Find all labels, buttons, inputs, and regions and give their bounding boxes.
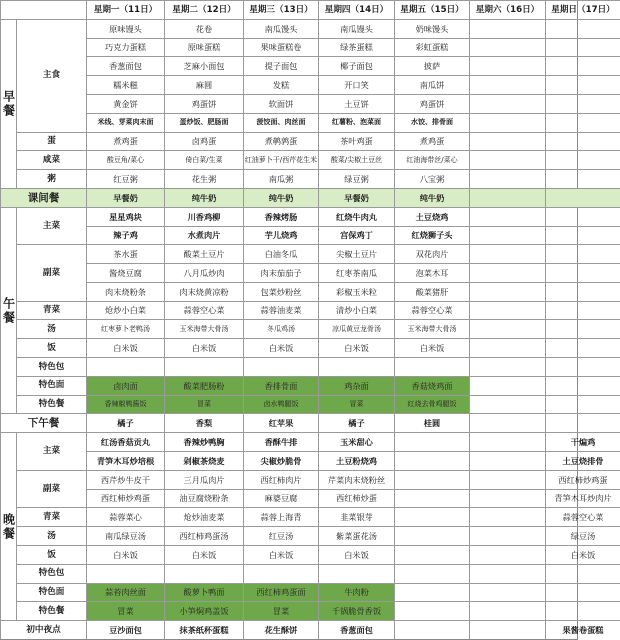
menu-item: 辣子鸡: [86, 226, 164, 245]
menu-item: [394, 620, 469, 639]
menu-item: 尖椒炒脆骨: [243, 451, 318, 470]
menu-item: 八宝粥: [394, 169, 469, 188]
menu-item: 蒜蓉空心菜: [164, 301, 243, 320]
menu-item: 茶叶鸡蛋: [318, 132, 394, 151]
menu-item: [469, 244, 545, 263]
menu-item: 红豆汤: [243, 526, 318, 545]
menu-item: 酸菜猪肝: [394, 282, 469, 301]
menu-item: [545, 263, 620, 282]
menu-item: [545, 301, 620, 320]
menu-item: [545, 319, 620, 338]
menu-item: 红油萝卜干/西芹花生米: [243, 150, 318, 169]
menu-item: 酸萝卜鸭面: [164, 583, 243, 602]
menu-item: [545, 226, 620, 245]
menu-item: [469, 301, 545, 320]
menu-item: [318, 564, 394, 583]
menu-item: [545, 376, 620, 395]
menu-item: 川香鸡柳: [164, 207, 243, 226]
menu-item: 南瓜馒头: [243, 19, 318, 38]
menu-item: [469, 113, 545, 132]
menu-item: [545, 132, 620, 151]
menu-item: [469, 507, 545, 526]
cat-soup-dinner: 汤: [16, 526, 86, 545]
menu-item: 尖椒土豆片: [318, 244, 394, 263]
menu-item: 菠饺面、肉丝面: [243, 113, 318, 132]
cat-special-noodle: 特色面: [16, 376, 86, 395]
menu-item: [545, 282, 620, 301]
menu-item: 芹菜肉末烧粉丝: [318, 470, 394, 489]
menu-item: 南瓜绿豆汤: [86, 526, 164, 545]
menu-item: 煮鹌鹑蛋: [243, 132, 318, 151]
menu-item: 原味蛋糕: [164, 38, 243, 57]
menu-item: [469, 357, 545, 376]
menu-item: 原味馒头: [86, 19, 164, 38]
menu-item: 星星鸡块: [86, 207, 164, 226]
meal-afternoon: 下午餐: [0, 413, 86, 432]
menu-item: [469, 38, 545, 57]
menu-item: 果酱卷蛋糕: [545, 620, 620, 639]
menu-item: [394, 507, 469, 526]
menu-item: 青笋木耳炒肉片: [545, 489, 620, 508]
menu-item: [469, 19, 545, 38]
menu-item: 蒜蓉油麦菜: [243, 301, 318, 320]
menu-item: 香辣烤肠: [243, 207, 318, 226]
menu-item: [545, 56, 620, 75]
menu-item: 卤鸡蛋: [164, 132, 243, 151]
menu-item: [394, 470, 469, 489]
header-day-4: 星期四（14日）: [318, 0, 394, 19]
menu-item: 香辣椒鸭酱饭: [86, 395, 164, 414]
menu-item: 红豆粥: [86, 169, 164, 188]
menu-item: [469, 376, 545, 395]
menu-item: 牛肉粉: [318, 583, 394, 602]
menu-item: [469, 207, 545, 226]
menu-item: 果味蛋糕卷: [243, 38, 318, 57]
menu-item: 红枣萝卜老鸭汤: [86, 319, 164, 338]
cat-special-bun: 特色包: [16, 357, 86, 376]
menu-item: 蛋炒饭、肥肠面: [164, 113, 243, 132]
menu-item: 早餐奶: [86, 188, 164, 207]
menu-item: [545, 75, 620, 94]
menu-item: 米线、芽菜肉末面: [86, 113, 164, 132]
menu-item: [469, 56, 545, 75]
menu-item: 花生粥: [164, 169, 243, 188]
menu-item: 包菜炒粉丝: [243, 282, 318, 301]
meal-latenight: 初中夜点: [0, 620, 86, 639]
menu-item: 红烧去骨鸡腿饭: [394, 395, 469, 414]
menu-item: [545, 94, 620, 113]
menu-item: 纯牛奶: [164, 188, 243, 207]
menu-item: [394, 583, 469, 602]
menu-item: 宫保鸡丁: [318, 226, 394, 245]
cat-special-b: 特色餐: [16, 601, 86, 620]
menu-item: 卤肉面: [86, 376, 164, 395]
menu-item: 西红柿炒鸡蛋: [86, 489, 164, 508]
cat-soup: 汤: [16, 319, 86, 338]
menu-item: 鸡杂面: [318, 376, 394, 395]
menu-item: [394, 357, 469, 376]
menu-item: [469, 526, 545, 545]
menu-item: 香排骨面: [243, 376, 318, 395]
header-corner: [0, 0, 86, 19]
menu-item: 花生酥饼: [243, 620, 318, 639]
menu-item: [469, 545, 545, 564]
header-day-7: 星期日（17日）: [545, 0, 620, 19]
menu-item: [469, 226, 545, 245]
menu-item: [394, 545, 469, 564]
cat-rice: 饭: [16, 338, 86, 357]
menu-item: 玉米海带大骨汤: [394, 319, 469, 338]
menu-item: 酸豆角/菜心: [86, 150, 164, 169]
menu-item: 鸡蛋饼: [164, 94, 243, 113]
menu-item: 白米饭: [394, 338, 469, 357]
menu-item: 鸡蛋饼: [394, 94, 469, 113]
menu-item: 土豆烧鸡: [394, 207, 469, 226]
menu-item: 小笋焖鸡盖饭: [164, 601, 243, 620]
menu-item: 披萨: [394, 56, 469, 75]
cat-side-dinner: 副菜: [16, 470, 86, 508]
menu-item: 冒菜: [86, 601, 164, 620]
menu-item: 炝炒油麦菜: [164, 507, 243, 526]
menu-item: [469, 564, 545, 583]
menu-item: 炝炒小白菜: [86, 301, 164, 320]
menu-item: 香辣炒鸭胸: [164, 432, 243, 451]
menu-item: 千锅脆骨香饭: [318, 601, 394, 620]
menu-item: [394, 526, 469, 545]
menu-item: [394, 601, 469, 620]
menu-item: [545, 564, 620, 583]
menu-item: 奶味馒头: [394, 19, 469, 38]
menu-item: 煮鸡蛋: [394, 132, 469, 151]
menu-item: [469, 395, 545, 414]
menu-item: 红烧狮子头: [394, 226, 469, 245]
menu-item: 白米饭: [243, 338, 318, 357]
menu-item: 土豆烧排骨: [545, 451, 620, 470]
menu-item: 南瓜馒头: [318, 19, 394, 38]
menu-item: 酸菜/尖椒土豆丝: [318, 150, 394, 169]
cat-porridge: 粥: [16, 169, 86, 188]
menu-item: 蒜苔肉丝面: [86, 583, 164, 602]
menu-item: [545, 413, 620, 432]
header-day-6: 星期六（16日）: [469, 0, 545, 19]
menu-item: 早餐奶: [318, 188, 394, 207]
menu-item: [86, 357, 164, 376]
menu-item: 冬瓜鸡汤: [243, 319, 318, 338]
menu-item: 白米饭: [86, 545, 164, 564]
menu-item: 肉末烧黄凉粉: [164, 282, 243, 301]
menu-item: [469, 601, 545, 620]
meal-breakfast: 早餐: [0, 19, 16, 188]
cat-pickle: 咸菜: [16, 150, 86, 169]
menu-item: 香葱面包: [86, 56, 164, 75]
header-day-2: 星期二（12日）: [164, 0, 243, 19]
menu-item: 西红柿炒蛋: [318, 489, 394, 508]
menu-item: [469, 489, 545, 508]
menu-item: 白米饭: [86, 338, 164, 357]
header-day-5: 星期五（15日）: [394, 0, 469, 19]
menu-item: 双花肉片: [394, 244, 469, 263]
menu-item: 剁椒茶烧麦: [164, 451, 243, 470]
menu-item: 桂圆: [394, 413, 469, 432]
menu-item: [469, 413, 545, 432]
menu-item: [545, 38, 620, 57]
menu-item: 黄金饼: [86, 94, 164, 113]
menu-item: 红枣茶南瓜: [318, 263, 394, 282]
menu-item: 彩虹蛋糕: [394, 38, 469, 57]
cat-special-meal: 特色餐: [16, 395, 86, 414]
menu-item: 青笋木耳炒培根: [86, 451, 164, 470]
menu-item: 发糕: [243, 75, 318, 94]
menu-item: [545, 207, 620, 226]
menu-item: [86, 564, 164, 583]
cat-main-dinner: 主菜: [16, 432, 86, 470]
menu-item: 芝麻小面包: [164, 56, 243, 75]
menu-item: 白米饭: [164, 545, 243, 564]
menu-item: 绿茶蛋糕: [318, 38, 394, 57]
menu-item: [545, 357, 620, 376]
menu-item: [394, 451, 469, 470]
menu-item: 香葱面包: [318, 620, 394, 639]
menu-item: [469, 338, 545, 357]
menu-item: 酸菜土豆片: [164, 244, 243, 263]
cat-main: 主菜: [16, 207, 86, 245]
menu-item: 茶水蛋: [86, 244, 164, 263]
meal-lunch: 午餐: [0, 207, 16, 414]
menu-item: 三月瓜肉片: [164, 470, 243, 489]
menu-item: [545, 601, 620, 620]
menu-item: 冒菜: [318, 395, 394, 414]
menu-item: 香梨: [164, 413, 243, 432]
menu-item: 水煮肉片: [164, 226, 243, 245]
menu-item: 南瓜饼: [394, 75, 469, 94]
menu-item: 椰子面包: [318, 56, 394, 75]
menu-item: [545, 583, 620, 602]
menu-item: [545, 169, 620, 188]
menu-item: 红苹果: [243, 413, 318, 432]
header-day-3: 星期三（13日）: [243, 0, 318, 19]
menu-item: 纯牛奶: [243, 188, 318, 207]
menu-item: [469, 150, 545, 169]
menu-item: 玉米海带大骨汤: [164, 319, 243, 338]
menu-item: 芋儿烧鸡: [243, 226, 318, 245]
menu-item: 红汤香菇贡丸: [86, 432, 164, 451]
menu-item: [164, 564, 243, 583]
cat-special-a: 特色面: [16, 583, 86, 602]
menu-item: 煮鸡蛋: [86, 132, 164, 151]
menu-item: 白米饭: [243, 545, 318, 564]
menu-item: 花卷: [164, 19, 243, 38]
menu-item: [469, 583, 545, 602]
menu-item: 麻圆: [164, 75, 243, 94]
menu-item: 彩椒玉米粒: [318, 282, 394, 301]
menu-item: 开口笑: [318, 75, 394, 94]
menu-item: 肉末茄茄子: [243, 263, 318, 282]
menu-item: [394, 432, 469, 451]
menu-item: 红烧牛肉丸: [318, 207, 394, 226]
menu-item: 绿豆汤: [545, 526, 620, 545]
menu-item: 豆沙面包: [86, 620, 164, 639]
menu-item: 土豆粉烧鸡: [318, 451, 394, 470]
menu-item: 冒菜: [164, 395, 243, 414]
menu-item: [545, 113, 620, 132]
menu-item: 橘子: [318, 413, 394, 432]
menu-item: 香酥牛排: [243, 432, 318, 451]
menu-item: 红油海带丝/菜心: [394, 150, 469, 169]
menu-item: 白米饭: [318, 338, 394, 357]
menu-item: 冒菜: [243, 601, 318, 620]
menu-item: [394, 564, 469, 583]
menu-item: 西红柿鸡蛋面: [243, 583, 318, 602]
menu-item: 八月瓜炒肉: [164, 263, 243, 282]
menu-item: 卤水鸭腿饭: [243, 395, 318, 414]
menu-item: [469, 188, 545, 207]
menu-item: 油豆腐烧粉条: [164, 489, 243, 508]
menu-item: [545, 338, 620, 357]
menu-item: 红薯粉、泡菜面: [318, 113, 394, 132]
cat-veg-dinner: 青菜: [16, 507, 86, 526]
menu-item: 酱烧豆腐: [86, 263, 164, 282]
menu-item: 提子面包: [243, 56, 318, 75]
menu-item: 肉末烧粉条: [86, 282, 164, 301]
menu-item: 白米饭: [545, 545, 620, 564]
menu-item: [545, 244, 620, 263]
cat-special-bun-dinner: 特色包: [16, 564, 86, 583]
menu-item: 凉瓜黄豆龙骨汤: [318, 319, 394, 338]
cat-staple: 主食: [16, 19, 86, 132]
menu-item: [318, 357, 394, 376]
menu-item: 西芹炒牛皮干: [86, 470, 164, 489]
menu-item: 南瓜粥: [243, 169, 318, 188]
menu-item: 清炒小白菜: [318, 301, 394, 320]
menu-item: 西红柿炒鸡蛋: [545, 470, 620, 489]
menu-item: 泡菜木耳: [394, 263, 469, 282]
menu-item: [545, 188, 620, 207]
cat-rice-dinner: 饭: [16, 545, 86, 564]
menu-item: 西红柿鸡蛋汤: [164, 526, 243, 545]
menu-item: [545, 19, 620, 38]
menu-item: 紫菜蛋花汤: [318, 526, 394, 545]
menu-item: [469, 132, 545, 151]
menu-item: 橘子: [86, 413, 164, 432]
menu-item: 糯米糍: [86, 75, 164, 94]
header-day-1: 星期一（11日）: [86, 0, 164, 19]
menu-item: [469, 169, 545, 188]
menu-item: [469, 94, 545, 113]
menu-item: 玉米甜心: [318, 432, 394, 451]
menu-item: [469, 432, 545, 451]
menu-item: [243, 564, 318, 583]
menu-item: 蒜蓉空心菜: [394, 301, 469, 320]
menu-item: [545, 150, 620, 169]
menu-item: 软面饼: [243, 94, 318, 113]
menu-item: [469, 282, 545, 301]
menu-item: [469, 451, 545, 470]
menu-item: 蒜蓉上海青: [243, 507, 318, 526]
cat-egg: 蛋: [16, 132, 86, 151]
menu-item: 韭菜银芽: [318, 507, 394, 526]
meal-midmorning: 课间餐: [0, 188, 86, 207]
menu-item: 土豆饼: [318, 94, 394, 113]
menu-item: 白油冬瓜: [243, 244, 318, 263]
meal-dinner: 晚餐: [0, 432, 16, 620]
menu-item: [469, 319, 545, 338]
menu-item: [469, 75, 545, 94]
menu-item: 香菇烧鸡面: [394, 376, 469, 395]
menu-item: 巧克力蛋糕: [86, 38, 164, 57]
menu-item: [394, 489, 469, 508]
menu-item: 蒜蓉菜心: [86, 507, 164, 526]
cat-veg: 青菜: [16, 301, 86, 320]
menu-item: 麻婆豆腐: [243, 489, 318, 508]
menu-item: 抹茶纸杯蛋糕: [164, 620, 243, 639]
menu-item: 白米饭: [318, 545, 394, 564]
menu-item: [164, 357, 243, 376]
menu-item: 干煸鸡: [545, 432, 620, 451]
menu-item: 水饺、排骨面: [394, 113, 469, 132]
menu-item: [469, 470, 545, 489]
menu-item: 白米饭: [164, 338, 243, 357]
menu-item: 绿豆粥: [318, 169, 394, 188]
menu-item: 纯牛奶: [394, 188, 469, 207]
menu-item: 倚白菜/生菜: [164, 150, 243, 169]
menu-item: [469, 263, 545, 282]
menu-item: 酸菜肥肠粉: [164, 376, 243, 395]
menu-item: 西红柿肉片: [243, 470, 318, 489]
cat-side: 副菜: [16, 244, 86, 300]
menu-item: [469, 620, 545, 639]
menu-item: 蒜蓉空心菜: [545, 507, 620, 526]
menu-item: [545, 395, 620, 414]
menu-item: [243, 357, 318, 376]
